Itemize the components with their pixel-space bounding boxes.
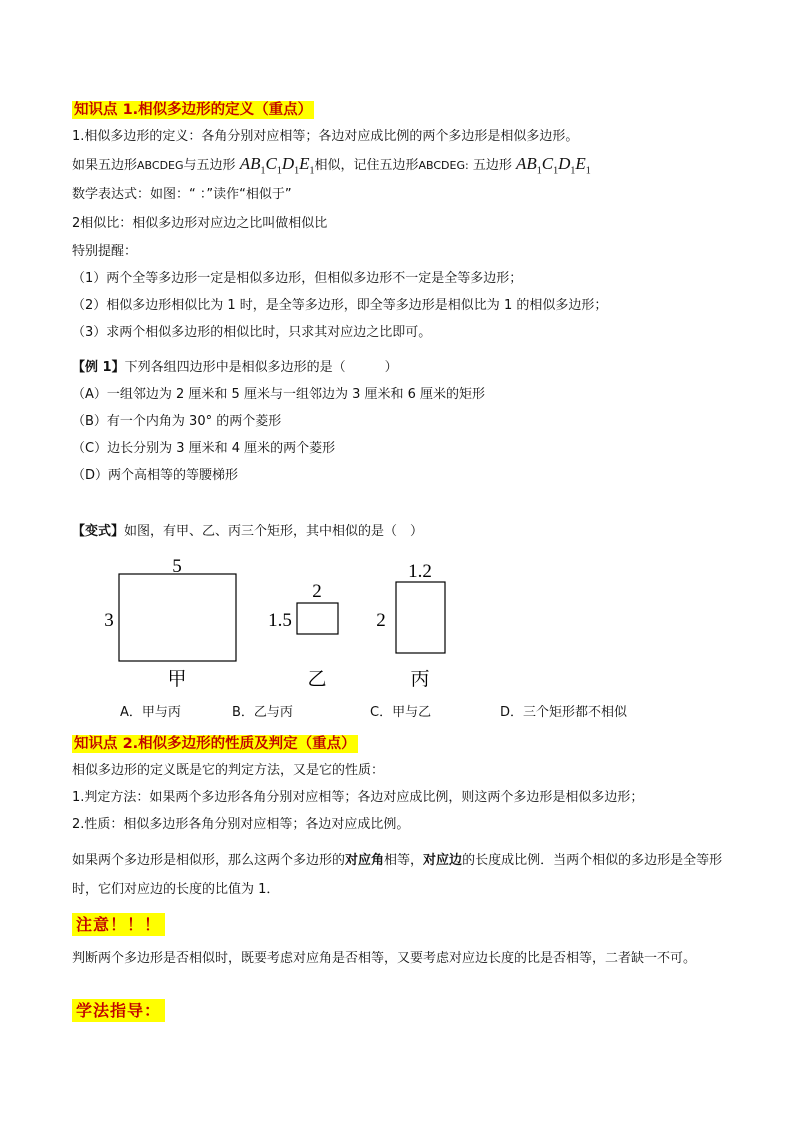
variant-option-a: A．甲与丙 bbox=[120, 705, 181, 720]
rectangle-bing-width: 1.2 bbox=[408, 561, 432, 582]
notice-title: 注意！！！ bbox=[72, 913, 165, 936]
section2-title-main: 2.相似多边形的性质及判定（重点） bbox=[122, 736, 356, 752]
example1-label: 【例 1】 bbox=[72, 360, 125, 375]
rectangle-bing-height: 2 bbox=[376, 610, 386, 631]
polygon-label-1: $AB_1C_1D_1E_1$ bbox=[239, 154, 315, 177]
paragraph-part-a: 如果两个多边形是相似形，那么这两个多边形的 bbox=[72, 853, 346, 868]
example1-option-d: （D）两个高相等的等腰梯形 bbox=[72, 468, 239, 483]
rectangle-yi-height: 1.5 bbox=[268, 610, 292, 631]
section2-intro: 相似多边形的定义既是它的判定方法，又是它的性质： bbox=[72, 763, 385, 778]
section2-title bbox=[72, 735, 358, 753]
section1-title-prefix: 知识点 bbox=[74, 102, 123, 118]
notice-heading bbox=[72, 916, 165, 936]
expression-text: 数学表达式：如图：“ ：”读作“相似于” bbox=[72, 187, 292, 202]
section2-heading bbox=[72, 735, 358, 754]
section2-title-prefix: 知识点 bbox=[74, 736, 123, 752]
example-part-c: 相似，记住五边形 bbox=[314, 158, 419, 173]
paragraph-bold-side: 对应边 bbox=[423, 853, 463, 868]
tip-3: （3）求两个相似多边形的相似比时，只求其对应边之比即可。 bbox=[72, 325, 432, 340]
variant-option-b: B．乙与丙 bbox=[232, 705, 293, 720]
section2-judgement: 1.判定方法：如果两个多边形各角分别对应相等；各边对应成比例，则这两个多边形是相似多边形； bbox=[72, 790, 644, 805]
rectangle-bing-name: 丙 bbox=[410, 669, 430, 690]
method-title: 学法指导： bbox=[72, 999, 165, 1022]
tip-1: （1）两个全等多边形一定是相似多边形，但相似多边形不一定是全等多边形； bbox=[72, 271, 523, 286]
definition-text: 1.相似多边形的定义：各角分别对应相等；各边对应成比例的两个多边形是相似多边形。 bbox=[72, 129, 579, 144]
example1-question: 下列各组四边形中是相似多边形的是（ ） bbox=[124, 360, 398, 375]
variant-option-d: D．三个矩形都不相似 bbox=[500, 705, 628, 720]
variant-label: 【变式】 bbox=[72, 524, 125, 539]
paragraph-part-e: 的长度成比例．当两个相似的多边形是全等形时，它们对应边的长度的比值为 1． bbox=[72, 853, 723, 897]
rectangle-bing bbox=[396, 582, 445, 653]
example-code-2: ABCDEG: bbox=[418, 159, 469, 172]
polygon-label-2: $AB_1C_1D_1E_1$ bbox=[516, 154, 591, 177]
example-part-d: 五边形 bbox=[468, 158, 512, 173]
rectangle-yi bbox=[297, 603, 338, 634]
variant-option-c: C．甲与乙 bbox=[370, 705, 432, 720]
rectangle-jia-name: 甲 bbox=[167, 669, 187, 690]
section1-title-main: 1.相似多边形的定义（重点） bbox=[122, 102, 313, 118]
ratio-text: 2相似比：相似多边形对应边之比叫做相似比 bbox=[72, 216, 328, 231]
example1-option-a: （A）一组邻边为 2 厘米和 5 厘米与一组邻边为 3 厘米和 6 厘米的矩形 bbox=[72, 387, 486, 402]
section2-paragraph bbox=[72, 846, 732, 904]
notice-text: 判断两个多边形是否相似时，既要考虑对应角是否相等，又要考虑对应边长度的比是否相等，二者缺一不可。 bbox=[72, 951, 697, 966]
rectangle-jia bbox=[119, 574, 236, 661]
example-part-a: 如果五边形 bbox=[72, 158, 138, 173]
rectangle-jia-height: 3 bbox=[104, 610, 114, 631]
rectangle-yi-name: 乙 bbox=[307, 669, 327, 690]
tip-title: 特别提醒： bbox=[72, 244, 138, 259]
section2-property: 2.性质：相似多边形各角分别对应相等；各边对应成比例。 bbox=[72, 817, 410, 832]
example-part-b: 与五边形 bbox=[183, 158, 236, 173]
method-heading bbox=[72, 1002, 165, 1022]
paragraph-bold-angle: 对应角 bbox=[345, 853, 385, 868]
variant-question: 如图，有甲、乙、丙三个矩形，其中相似的是（ ） bbox=[124, 524, 424, 539]
example1-option-b: （B）有一个内角为 30° 的两个菱形 bbox=[72, 414, 282, 429]
example1-option-c: （C）边长分别为 3 厘米和 4 厘米的两个菱形 bbox=[72, 441, 336, 456]
rectangle-jia-width: 5 bbox=[172, 556, 182, 577]
paragraph-part-c: 相等， bbox=[384, 853, 424, 868]
rectangle-yi-width: 2 bbox=[312, 581, 322, 602]
tip-2: （2）相似多边形相似比为 1 时，是全等多边形，即全等多边形是相似比为 1 的相似多边形； bbox=[72, 298, 608, 313]
example-code-1: ABCDEG bbox=[137, 159, 184, 172]
